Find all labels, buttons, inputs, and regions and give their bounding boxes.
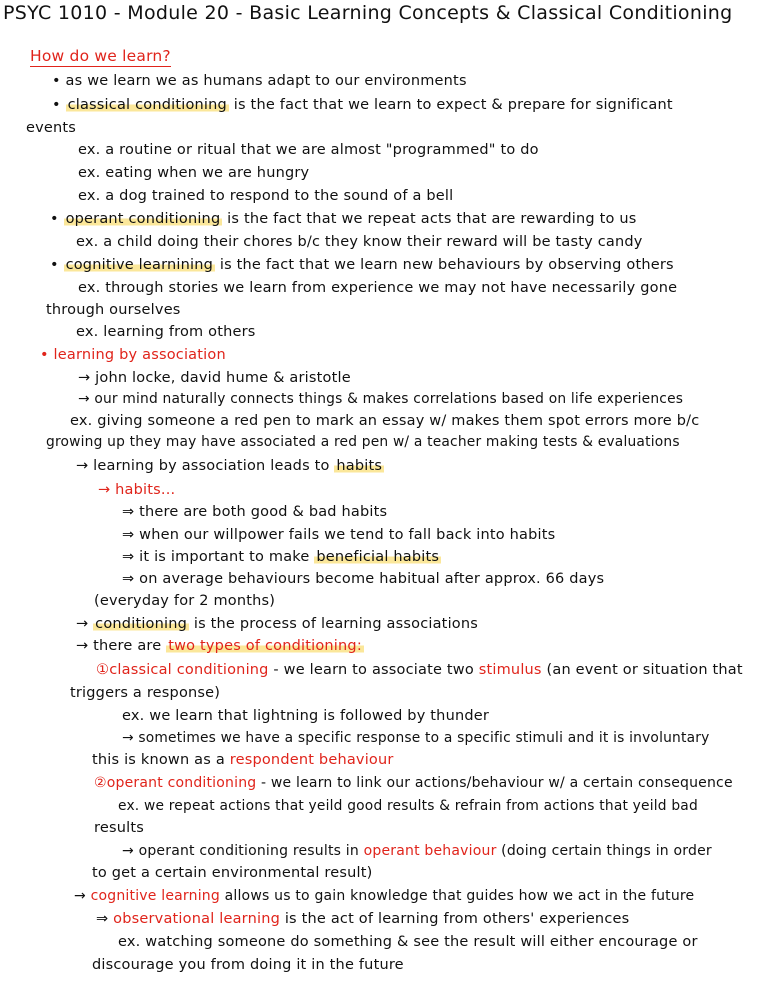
- highlighted-term: cognitive learnining: [65, 257, 214, 273]
- note-line: triggers a response): [70, 685, 221, 701]
- key-term: respondent behaviour: [229, 752, 394, 768]
- note-text: is the fact that we repeat acts that are rewarding to us: [222, 211, 637, 227]
- note-line: ex. a dog trained to respond to the sound of a bell: [78, 188, 454, 204]
- note-text: - we learn to associate two: [268, 662, 479, 678]
- arrow: →: [74, 888, 91, 904]
- arrow: ⇒: [96, 911, 114, 927]
- highlighted-term: operant conditioning: [65, 211, 221, 227]
- note-line: ex. a routine or ritual that we are almost "programmed" to do: [78, 142, 539, 158]
- note-line: (everyday for 2 months): [94, 593, 276, 609]
- note-line: ⇒ on average behaviours become habitual after approx. 66 days: [122, 571, 605, 587]
- note-line: → our mind naturally connects things & makes correlations based on life experiences: [78, 391, 684, 407]
- note-line: ⇒ there are both good & bad habits: [122, 504, 388, 520]
- bullet: •: [50, 257, 64, 273]
- note-line: ex. learning from others: [76, 324, 256, 340]
- note-line: [76, 636, 364, 656]
- note-line: → sometimes we have a specific response to a specific stimuli and it is involuntary: [122, 730, 710, 746]
- note-line: [96, 909, 629, 929]
- note-line: → john locke, david hume & aristotle: [78, 370, 351, 386]
- key-term: operant behaviour: [363, 843, 497, 859]
- highlighted-term: habits: [336, 458, 383, 474]
- note-text: is the act of learning from others' experiences: [280, 911, 630, 927]
- note-line: ex. giving someone a red pen to mark an essay w/ makes them spot errors more b/c: [70, 413, 700, 429]
- note-line: [122, 547, 441, 567]
- bullet: •: [52, 97, 66, 113]
- note-text: allows us to gain knowledge that guides how we act in the future: [219, 888, 695, 904]
- highlighted-term: beneficial habits: [316, 549, 440, 565]
- note-line: ex. eating when we are hungry: [78, 165, 310, 181]
- note-line: [50, 255, 674, 275]
- note-line: ex. a child doing their chores b/c they know their reward will be tasty candy: [76, 234, 643, 250]
- section-subheading: • learning by association: [40, 347, 226, 363]
- note-line: through ourselves: [46, 302, 181, 318]
- note-line: ex. through stories we learn from experience we may not have necessarily gone: [78, 280, 678, 296]
- note-text: → there are: [76, 638, 167, 654]
- note-line: [52, 95, 673, 115]
- note-text: is the fact that we learn to expect & prepare for significant: [228, 97, 673, 113]
- note-line: to get a certain environmental result): [92, 865, 373, 881]
- key-term: cognitive learning: [90, 888, 220, 904]
- note-line: [94, 773, 733, 793]
- note-line: [50, 209, 637, 229]
- section-heading: [30, 46, 171, 66]
- note-line: ⇒ when our willpower fails we tend to fall back into habits: [122, 527, 556, 543]
- note-line: • as we learn we as humans adapt to our environments: [52, 73, 467, 89]
- highlighted-term: classical conditioning: [67, 97, 227, 113]
- note-line: [96, 660, 743, 680]
- note-line: growing up they may have associated a red pen w/ a teacher making tests & evaluations: [46, 434, 680, 450]
- note-text: is the fact that we learn new behaviours by observing others: [215, 257, 674, 273]
- key-term: stimulus: [478, 662, 542, 678]
- note-text: is the process of learning associations: [189, 616, 479, 632]
- heading-text: How do we learn?: [30, 47, 171, 65]
- page-title: PSYC 1010 - Module 20 - Basic Learning Concepts & Classical Conditioning: [3, 2, 733, 24]
- note-line: ex. we repeat actions that yeild good results & refrain from actions that yeild bad: [118, 798, 698, 814]
- number-two-marker: ②: [94, 775, 107, 791]
- note-line: ex. we learn that lightning is followed by thunder: [122, 708, 490, 724]
- note-line: events: [26, 120, 77, 136]
- highlighted-term: conditioning: [95, 616, 188, 632]
- note-line: results: [94, 820, 144, 836]
- note-text: ⇒ it is important to make: [122, 549, 315, 565]
- note-text: this is known as a: [92, 752, 230, 768]
- note-text: (an event or situation that: [541, 662, 743, 678]
- highlighted-term: two types of conditioning:: [168, 638, 362, 654]
- note-text: - we learn to link our actions/behaviour w/ a certain consequence: [256, 775, 733, 791]
- bullet: •: [50, 211, 64, 227]
- note-line: [92, 750, 394, 770]
- number-one-marker: ①: [96, 662, 110, 678]
- note-line: ex. watching someone do something & see the result will either encourage or: [118, 934, 698, 950]
- key-term: observational learning: [113, 911, 281, 927]
- note-line: [122, 841, 712, 861]
- note-text: (doing certain things in order: [496, 843, 712, 859]
- key-term: operant conditioning: [106, 775, 257, 791]
- note-line: [74, 886, 694, 906]
- arrow: →: [76, 616, 94, 632]
- note-line: [76, 614, 478, 634]
- note-text: → learning by association leads to: [76, 458, 335, 474]
- note-line: → habits...: [98, 482, 176, 498]
- note-line: [76, 456, 384, 476]
- key-term: classical conditioning: [109, 662, 269, 678]
- note-text: → operant conditioning results in: [122, 843, 364, 859]
- note-line: discourage you from doing it in the future: [92, 957, 404, 973]
